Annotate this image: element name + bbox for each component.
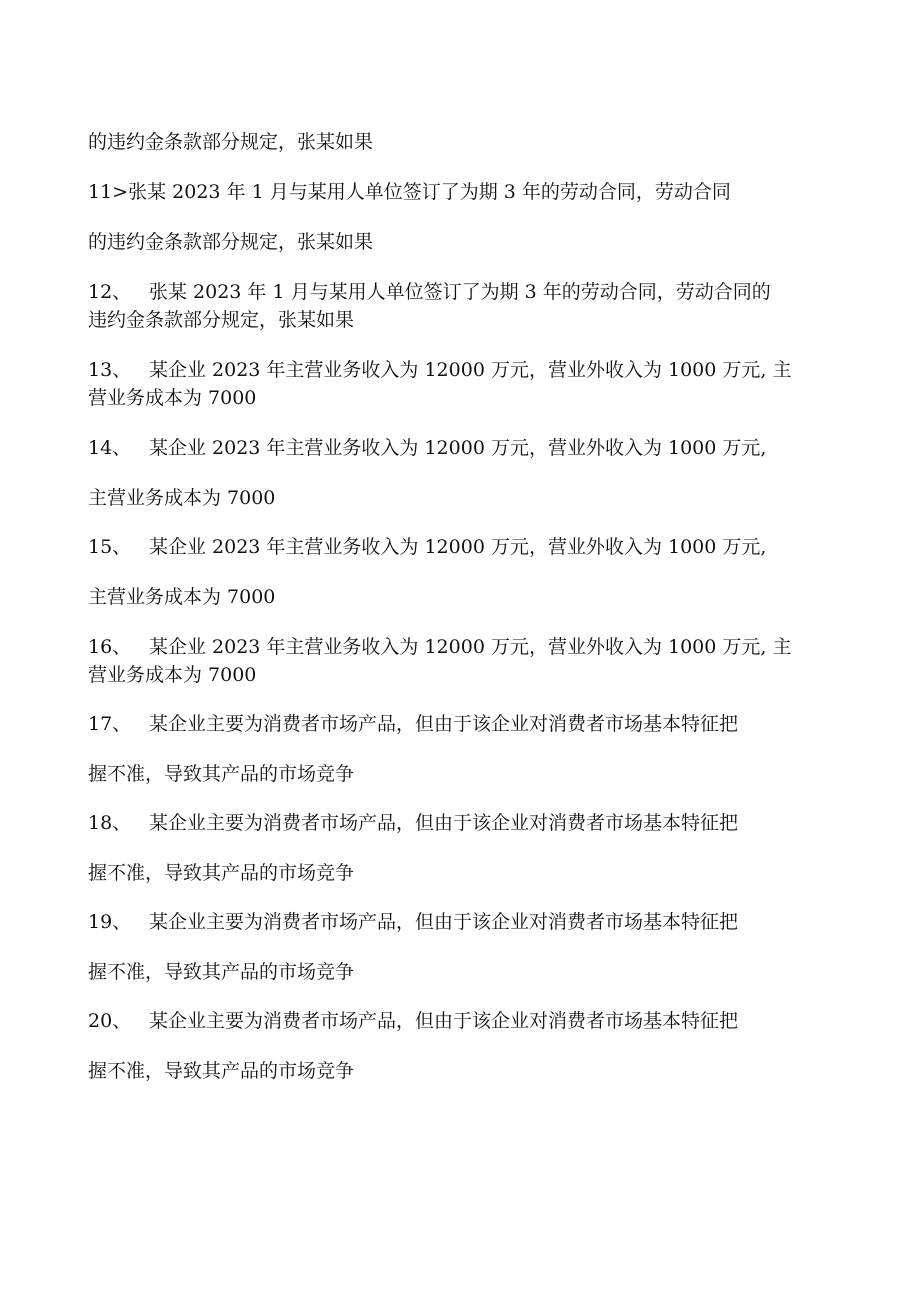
line-text: 握不准，导致其产品的市场竞争 <box>88 1060 355 1082</box>
item-number: 12、 <box>88 281 132 303</box>
question-17-line-2 <box>88 760 354 788</box>
line-text: 握不准，导致其产品的市场竞争 <box>88 961 355 983</box>
line-text: 某企业主要为消费者市场产品，但由于该企业对消费者市场基本特征把 <box>149 713 739 735</box>
item-number: 13、 <box>88 359 132 381</box>
question-14-line-1 <box>88 434 766 462</box>
item-number: 14、 <box>88 437 132 459</box>
item-number: 20、 <box>88 1010 132 1032</box>
line-text: 的违约金条款部分规定，张某如果 <box>88 131 374 153</box>
question-20-line-2 <box>88 1057 354 1085</box>
line-text: 的违约金条款部分规定，张某如果 <box>88 231 374 253</box>
item-number: 17、 <box>88 713 132 735</box>
line-text: 某企业主要为消费者市场产品，但由于该企业对消费者市场基本特征把 <box>149 812 739 834</box>
question-19-line-1 <box>88 908 738 936</box>
line-text: 张某 2023 年 1 月与某用人单位签订了为期 3 年的劳动合同，劳动合同的 <box>149 281 771 303</box>
question-16-line-1 <box>88 633 791 661</box>
item-number: 18、 <box>88 812 132 834</box>
question-15-line-1 <box>88 533 766 561</box>
question-20-line-1 <box>88 1007 738 1035</box>
question-12-line-2 <box>88 306 354 334</box>
question-14-line-2 <box>88 484 275 512</box>
question-13-line-2 <box>88 384 256 412</box>
question-19-line-2 <box>88 958 354 986</box>
line-text: 营业务成本为 7000 <box>88 664 257 686</box>
question-13-line-1 <box>88 356 791 384</box>
line-text: 11>张某 2023 年 1 月与某用人单位签订了为期 3 年的劳动合同，劳动合同 <box>88 181 731 203</box>
question-18-line-1 <box>88 809 738 837</box>
line-text: 某企业 2023 年主营业务收入为 12000 万元，营业外收入为 1000 万元, 主 <box>149 636 792 658</box>
item-number: 15、 <box>88 536 132 558</box>
question-18-line-2 <box>88 859 354 887</box>
line-text: 营业务成本为 7000 <box>88 387 257 409</box>
line-text: 某企业 2023 年主营业务收入为 12000 万元，营业外收入为 1000 万元, <box>149 437 767 459</box>
question-15-line-2 <box>88 583 275 611</box>
line-text: 握不准，导致其产品的市场竞争 <box>88 862 355 884</box>
question-12-line-1 <box>88 278 771 306</box>
line-text: 主营业务成本为 7000 <box>88 586 276 608</box>
line-text: 某企业 2023 年主营业务收入为 12000 万元，营业外收入为 1000 万元, 主 <box>149 359 792 381</box>
item-number: 19、 <box>88 911 132 933</box>
text-line <box>88 178 731 206</box>
text-line <box>88 128 373 156</box>
line-text: 某企业 2023 年主营业务收入为 12000 万元，营业外收入为 1000 万元, <box>149 536 767 558</box>
line-text: 某企业主要为消费者市场产品，但由于该企业对消费者市场基本特征把 <box>149 1010 739 1032</box>
line-text: 某企业主要为消费者市场产品，但由于该企业对消费者市场基本特征把 <box>149 911 739 933</box>
line-text: 握不准，导致其产品的市场竞争 <box>88 763 355 785</box>
line-text: 违约金条款部分规定，张某如果 <box>88 309 355 331</box>
question-17-line-1 <box>88 710 738 738</box>
item-number: 16、 <box>88 636 132 658</box>
line-text: 主营业务成本为 7000 <box>88 487 276 509</box>
question-16-line-2 <box>88 661 256 689</box>
text-line <box>88 228 373 256</box>
